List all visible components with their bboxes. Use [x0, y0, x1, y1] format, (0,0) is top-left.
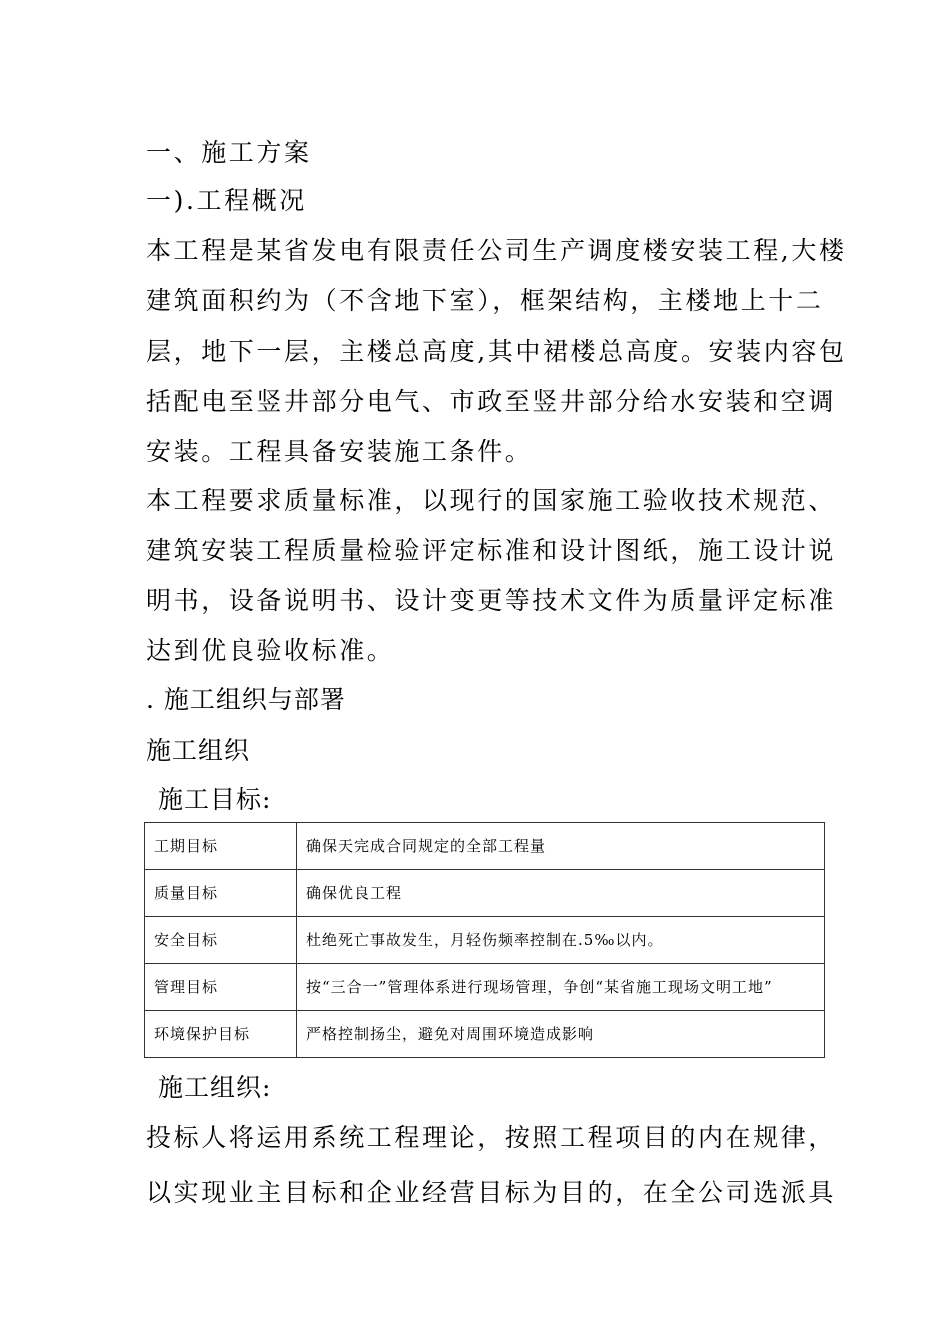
table-row [145, 964, 825, 1011]
goal-label: 工期目标 [145, 823, 297, 870]
goals-title: 施工目标: [158, 785, 272, 814]
goal-label: 管理目标 [145, 964, 297, 1011]
goal-value: 严格控制扬尘，避免对周围环境造成影响 [297, 1011, 825, 1058]
paragraph-line: 达到优良验收标准。 [146, 636, 395, 665]
goal-value: 确保优良工程 [297, 870, 825, 917]
goal-label: 质量目标 [145, 870, 297, 917]
goal-label: 环境保护目标 [145, 1011, 297, 1058]
paragraph-line: 本工程要求质量标准，以现行的国家施工验收技术规范、 [146, 486, 837, 515]
paragraph-line: 明书，设备说明书、设计变更等技术文件为质量评定标准 [146, 586, 837, 615]
subsection-heading: 一).工程概况 [146, 186, 307, 215]
paragraph-line: 安装。工程具备安装施工条件。 [146, 437, 533, 466]
goal-value: 按“三合一”管理体系进行现场管理，争创“某省施工现场文明工地” [297, 964, 825, 1011]
table-row [145, 917, 825, 964]
goal-value: 杜绝死亡事故发生，月轻伤频率控制在.5‰以内。 [297, 917, 825, 964]
goals-table [144, 822, 825, 1058]
paragraph-line: 本工程是某省发电有限责任公司生产调度楼安装工程,大楼 [146, 236, 847, 265]
paragraph-line: 以实现业主目标和企业经营目标为目的，在全公司选派具 [146, 1178, 837, 1207]
table-row [145, 870, 825, 917]
table-row [145, 823, 825, 870]
paragraph-line: 建筑安装工程质量检验评定标准和设计图纸，施工设计说 [146, 536, 837, 565]
org-title: 施工组织: [158, 1073, 272, 1102]
section-heading: . 施工组织与部署 [146, 685, 346, 714]
paragraph-line: 投标人将运用系统工程理论，按照工程项目的内在规律， [146, 1123, 837, 1152]
section-heading: 一、施工方案 [146, 138, 312, 167]
table-row [145, 1011, 825, 1058]
paragraph-line: 层，地下一层，主楼总高度,其中裙楼总高度。安装内容包 [146, 337, 847, 366]
goal-label: 安全目标 [145, 917, 297, 964]
paragraph-line: 建筑面积约为（不含地下室），框架结构，主楼地上十二 [146, 286, 824, 315]
subsection-heading: 施工组织 [146, 736, 251, 765]
goal-value: 确保天完成合同规定的全部工程量 [297, 823, 825, 870]
paragraph-line: 括配电至竖井部分电气、市政至竖井部分给水安装和空调 [146, 387, 837, 416]
